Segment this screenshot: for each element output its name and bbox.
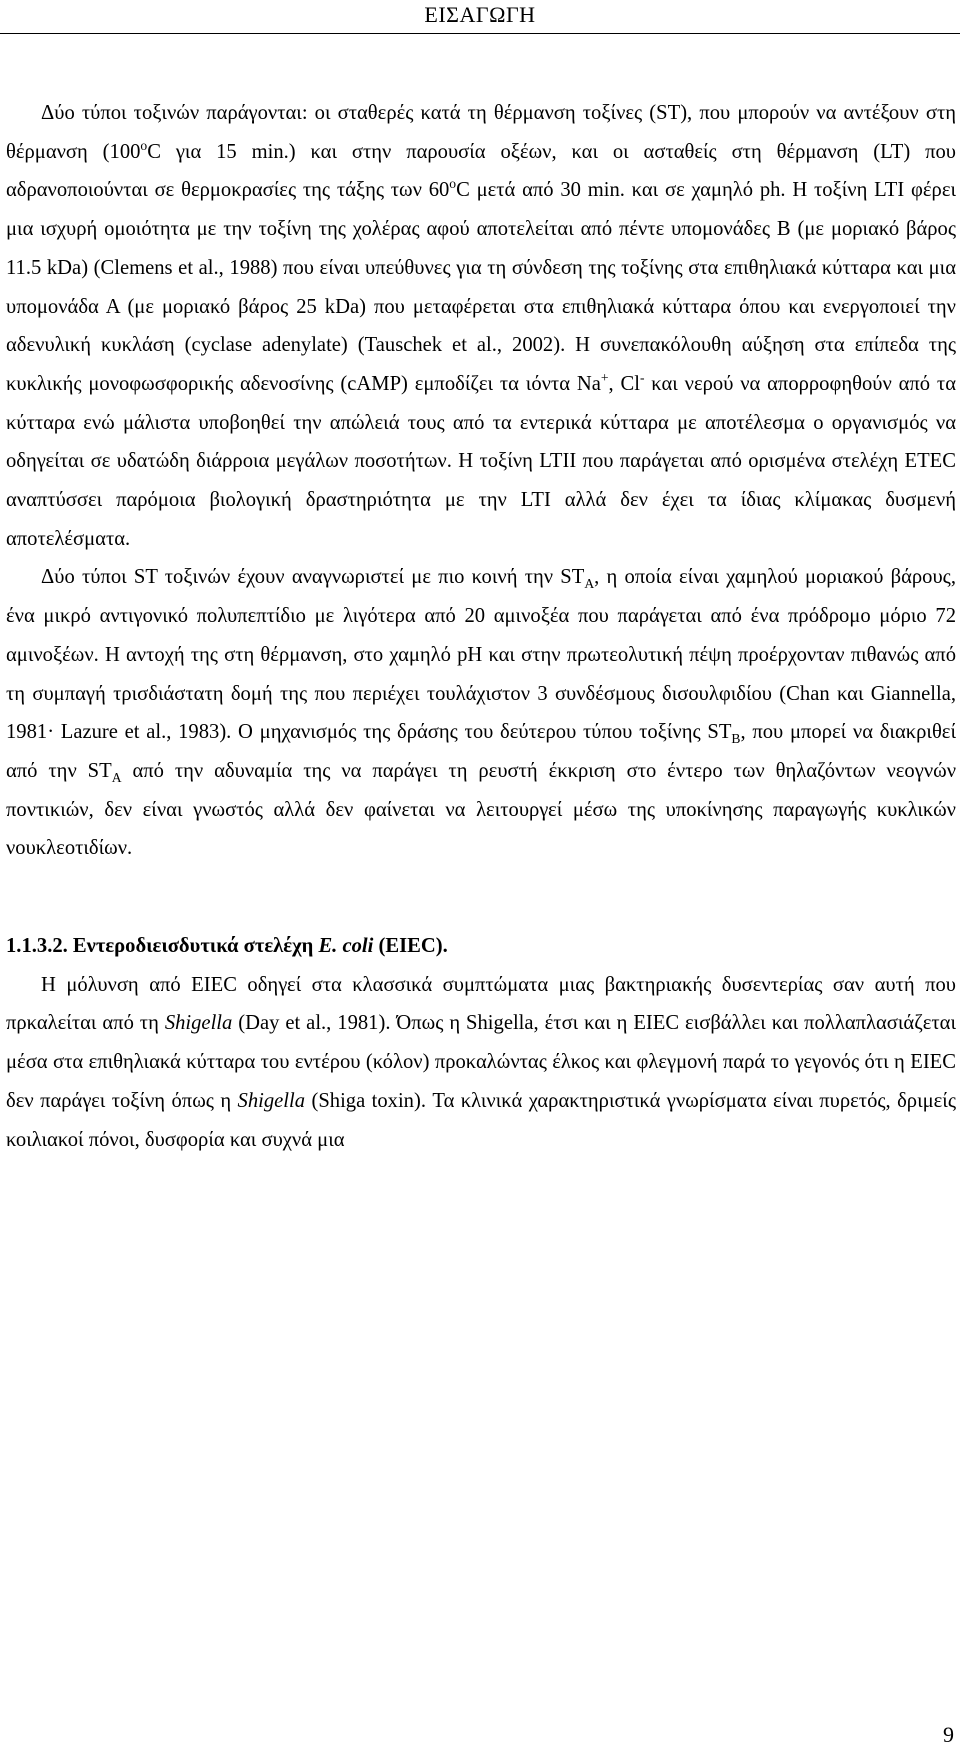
- paragraph2-text-2: , η οποία είναι χαμηλού μοριακού βάρους, ένα μικρό αντιγονικό πολυπεπτίδιο με λιγότερα από 20 αμινοξέα που παράγεται από ένα πρόδρομο μόριο 72 αμινοξέων. Η αντοχή της στη θέρμανση, στο χαμηλό pH και στην πρωτεολυτική πέψη προέρχονταν πιθανώς από τη συμπαγή τρισδιάστατη δομή της που περιέχει τουλάχιστον 3 συνδέσμους δισουλφιδίου (Chan και Giannella, 1981· Lazure et al., 1983). Ο μηχανισμός της δράσης του δεύτερου τύπου τοξίνης ST: [6, 566, 956, 744]
- body-text: [6, 94, 956, 1159]
- paragraph-eiec: [6, 966, 956, 1160]
- section-heading-text: 1.1.3.2. Εντεροδιεισδυτικά στελέχη: [6, 935, 319, 958]
- header-rule: [0, 33, 960, 34]
- paragraph1-text-1: Δύο τύποι τοξινών παράγονται: οι σταθερές κατά τη θέρμανση τοξίνες (ST), που μπορούν να αντέξουν στη θέρμανση (100: [6, 102, 956, 163]
- page-number: 9: [943, 1722, 954, 1747]
- section-heading-species: E. coli: [318, 935, 374, 958]
- shigella-italic: Shigella: [237, 1089, 306, 1112]
- paragraph1-text-3: C μετά από 30 min. και σε χαμηλό ph. Η τοξίνη LTI φέρει μια ισχυρή ομοιότητα με την τοξίνη της χολέρας αφού αποτελείται από πέντε υπομονάδες Β (με μοριακό βάρος 11.5 kDa) (Clemens et al., 1988) που είναι υπεύθυνες για τη σύνδεση της τοξίνης στα επιθηλιακά κύτταρα και μια υπομονάδα Α (με μοριακό βάρος 25 kDa) που μεταφέρεται στα επιθηλιακά κύτταρα όπου και ενεργοποιεί την αδενυλική κυκλάση (cyclase adenylate) (Tauschek et al., 2002). Η συνεπακόλουθη αύξηση στα επίπεδα της κυκλικής μονοφωσφορικής αδενοσίνης (cAMP) εμποδίζει τα ιόντα Na: [6, 179, 957, 395]
- paragraph-st-toxins: [6, 558, 956, 868]
- paragraph1-text-4: , Cl: [608, 372, 640, 395]
- section-heading: [6, 927, 956, 966]
- sodium-ion-superscript: +: [600, 370, 609, 386]
- paragraph-toxin-types: [6, 94, 956, 558]
- paragraph3-text-3: (Shiga toxin). Τα κλινικά χαρακτηριστικά γνωρίσματα είναι πυρετός, δριμείς κοιλιακοί πόνοι, δυσφορία και συχνά μια: [6, 1089, 956, 1151]
- st-a-subscript: A: [584, 576, 595, 592]
- paragraph1-text-2: C για 15 min.) και στην παρουσία οξέων, και οι ασταθείς στη θέρμανση (LT) που αδρανοποιούνται σε θερμοκρασίες της τάξης των 60: [6, 140, 956, 202]
- degree-superscript: ο: [140, 137, 148, 153]
- running-header: ΕΙΣΑΓΩΓΗ: [424, 2, 536, 27]
- paragraph3-text-1: Η μόλυνση από EIEC οδηγεί στα κλασσικά συμπτώματα μιας βακτηριακής δυσεντερίας σαν αυτή που πρκαλείται από τη: [6, 973, 956, 1035]
- degree-superscript: ο: [449, 176, 457, 192]
- st-a-subscript: A: [111, 770, 122, 786]
- chloride-ion-superscript: -: [639, 370, 645, 386]
- st-b-subscript: B: [731, 731, 741, 747]
- section-heading-suffix: (EIEC).: [373, 935, 448, 958]
- shigella-italic: Shigella: [164, 1012, 233, 1035]
- paragraph2-text-4: από την αδυναμία της να παράγει τη ρευστή έκκριση στο έντερο των θηλαζόντων νεογνών ποντικιών, δεν είναι γνωστός αλλά δεν φαίνεται να λειτουργεί μέσω της υποκίνησης παραγωγής κυκλικών νουκλεοτιδίων.: [6, 759, 957, 860]
- paragraph2-text-3: , που μπορεί να διακριθεί από την ST: [6, 721, 956, 782]
- paragraph1-text-5: και νερού να απορροφηθούν από τα κύτταρα ενώ μάλιστα υποβοηθεί την απώλειά τους από τα εντερικά κύτταρα με αποτέλεσμα ο οργανισμός να οδηγείται σε υδατώδη διάρροια μεγάλων ποσοτήτων. Η τοξίνη LTII που παράγεται από ορισμένα στελέχη ETEC αναπτύσσει παρόμοια βιολογική δραστηριότητα με την LTI αλλά δεν έχει τα ίδιας κλίμακας δυσμενή αποτελέσματα.: [6, 372, 956, 550]
- paragraph3-text-2: (Day et al., 1981). Όπως η Shigella, έτσι και η EIEC εισβάλλει και πολλαπλασιάζεται μέσα στα επιθηλιακά κύτταρα του εντέρου (κόλον) προκαλώντας έλκος και φλεγμονή παρά το γεγονός ότι η EIEC δεν παράγει τοξίνη όπως η: [6, 1012, 957, 1112]
- paragraph2-text-1: Δύο τύποι ST τοξινών έχουν αναγνωριστεί με πιο κοινή την ST: [41, 566, 585, 589]
